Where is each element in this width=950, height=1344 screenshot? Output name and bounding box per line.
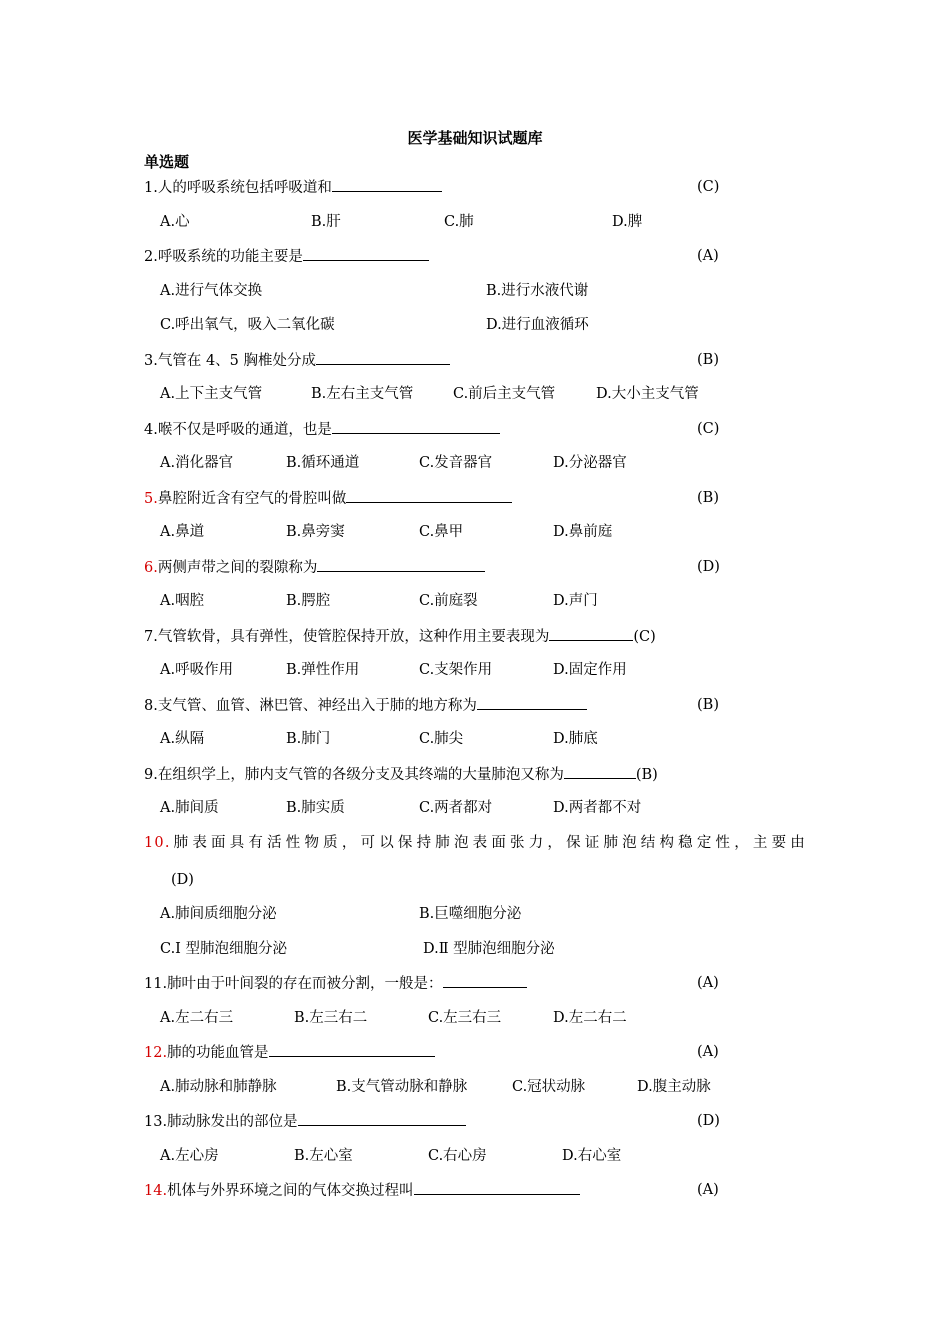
option: D.声门 (553, 593, 598, 609)
answer-blank (414, 1179, 580, 1195)
option: B.肝 (311, 214, 341, 230)
question-6-answer: (D) (697, 559, 720, 575)
document-title: 医学基础知识试题库 (407, 129, 543, 147)
answer-blank (269, 1041, 435, 1057)
question-text: 鼻腔附近含有空气的骨腔叫做 (157, 491, 347, 507)
option: A.呼吸作用 (160, 662, 234, 678)
answer-blank (303, 245, 429, 261)
question-14-answer: (A) (697, 1182, 719, 1198)
option: D.肺底 (553, 731, 598, 747)
option: C.支架作用 (419, 662, 493, 678)
question-12 (144, 1041, 435, 1064)
question-number: 6. (144, 560, 158, 576)
question-number: 5. (144, 491, 158, 507)
option: A.肺间质 (160, 800, 219, 816)
option: D.两者都不对 (553, 800, 642, 816)
question-13-answer: (D) (697, 1113, 720, 1129)
question-text: 肺的功能血管是 (167, 1045, 269, 1061)
option: B.鼻旁窦 (286, 524, 345, 540)
option: C.冠状动脉 (512, 1079, 586, 1095)
question-number: 4. (144, 422, 158, 438)
question-1 (144, 176, 442, 199)
question-number: 3. (144, 353, 158, 369)
question-text: 肺表面具有活性物质，可以保持肺泡表面张力，保证肺泡结构稳定性，主要由 (170, 835, 806, 851)
option: C.左三右三 (428, 1010, 502, 1026)
option: B.肺实质 (286, 800, 345, 816)
question-text: 气管在 4、5 胸椎处分成 (157, 353, 317, 369)
answer-blank (332, 176, 442, 192)
question-14 (144, 1179, 580, 1202)
answer-blank (317, 556, 485, 572)
option: B.弹性作用 (286, 662, 360, 678)
question-8 (144, 694, 587, 717)
question-7 (144, 625, 656, 648)
question-text: 支气管、血管、淋巴管、神经出入于肺的地方称为 (157, 698, 477, 714)
option: C.前后主支气管 (453, 386, 556, 402)
question-text: 人的呼吸系统包括呼吸道和 (157, 180, 332, 196)
question-number: 8. (144, 698, 158, 714)
question-text: 喉不仅是呼吸的通道，也是 (157, 422, 332, 438)
question-3 (144, 349, 450, 372)
question-number: 2. (144, 249, 158, 265)
option: B.腭腔 (286, 593, 331, 609)
answer-blank (477, 694, 587, 710)
option: A.进行气体交换 (160, 283, 263, 299)
option: A.左心房 (160, 1148, 219, 1164)
question-13 (144, 1110, 466, 1133)
question-number: 11. (144, 976, 168, 992)
option: A.左二右三 (160, 1010, 234, 1026)
question-10-answer: (D) (171, 872, 194, 888)
option: C.肺尖 (419, 731, 464, 747)
option: C.Ⅰ 型肺泡细胞分泌 (160, 941, 288, 957)
question-2-answer: (A) (697, 248, 719, 264)
answer-blank (443, 972, 527, 988)
question-1-answer: (C) (697, 179, 720, 195)
question-4 (144, 418, 500, 441)
question-4-answer: (C) (697, 421, 720, 437)
question-number: 13. (144, 1114, 168, 1130)
question-9 (144, 763, 658, 786)
option: C.肺 (444, 214, 474, 230)
option: A.消化器官 (160, 455, 234, 471)
option: A.咽腔 (160, 593, 205, 609)
question-number: 10. (144, 835, 171, 851)
question-text: 气管软骨，具有弹性，使管腔保持开放，这种作用主要表现为 (157, 629, 550, 645)
option: D.鼻前庭 (553, 524, 613, 540)
question-text: 在组织学上，肺内支气管的各级分支及其终端的大量肺泡又称为 (157, 767, 564, 783)
answer-blank (298, 1110, 466, 1126)
question-text: 两侧声带之间的裂隙称为 (157, 560, 318, 576)
option: D.进行血液循环 (486, 317, 589, 333)
question-5 (144, 487, 512, 510)
option: C.呼出氧气，吸入二氧化碳 (160, 317, 335, 333)
question-11-answer: (A) (697, 975, 719, 991)
option: D.Ⅱ 型肺泡细胞分泌 (423, 941, 555, 957)
option: C.发音器官 (419, 455, 493, 471)
option: C.鼻甲 (419, 524, 464, 540)
question-8-answer: (B) (697, 697, 719, 713)
option: A.肺间质细胞分泌 (160, 906, 277, 922)
answer-blank (316, 349, 450, 365)
question-text: 肺动脉发出的部位是 (167, 1114, 298, 1130)
question-text: 呼吸系统的功能主要是 (157, 249, 303, 265)
option: C.前庭裂 (419, 593, 478, 609)
answer-blank (346, 487, 512, 503)
option: D.左二右二 (553, 1010, 627, 1026)
option: D.腹主动脉 (637, 1079, 711, 1095)
question-text: 机体与外界环境之间的气体交换过程叫 (167, 1183, 414, 1199)
option: B.支气管动脉和静脉 (336, 1079, 468, 1095)
option: A.纵隔 (160, 731, 205, 747)
option: B.左右主支气管 (311, 386, 414, 402)
answer-blank (332, 418, 500, 434)
option: A.肺动脉和肺静脉 (160, 1079, 277, 1095)
option: C.右心房 (428, 1148, 487, 1164)
option: D.分泌器官 (553, 455, 627, 471)
question-number: 14. (144, 1183, 168, 1199)
option: D.脾 (612, 214, 643, 230)
question-9-answer: (B) (635, 767, 658, 783)
option: A.心 (160, 214, 190, 230)
question-text: 肺叶由于叶间裂的存在而被分割，一般是： (167, 976, 443, 992)
option: B.左三右二 (294, 1010, 368, 1026)
option: D.右心室 (562, 1148, 622, 1164)
question-number: 12. (144, 1045, 168, 1061)
question-11 (144, 972, 527, 995)
option: B.肺门 (286, 731, 331, 747)
option: D.大小主支气管 (596, 386, 699, 402)
question-12-answer: (A) (697, 1044, 719, 1060)
answer-blank (564, 763, 636, 779)
question-number: 1. (144, 180, 158, 196)
option: A.鼻道 (160, 524, 205, 540)
question-number: 7. (144, 629, 158, 645)
question-5-answer: (B) (697, 490, 719, 506)
option: D.固定作用 (553, 662, 627, 678)
option: B.进行水液代谢 (486, 283, 589, 299)
section-title: 单选题 (144, 153, 190, 171)
question-10 (144, 832, 806, 854)
question-2 (144, 245, 429, 268)
question-6 (144, 556, 485, 579)
question-number: 9. (144, 767, 158, 783)
option: B.循环通道 (286, 455, 360, 471)
option: C.两者都对 (419, 800, 493, 816)
answer-blank (549, 625, 633, 641)
option: A.上下主支气管 (160, 386, 263, 402)
option: B.左心室 (294, 1148, 353, 1164)
option: B.巨噬细胞分泌 (419, 906, 522, 922)
question-3-answer: (B) (697, 352, 719, 368)
question-7-answer: (C) (633, 629, 656, 645)
